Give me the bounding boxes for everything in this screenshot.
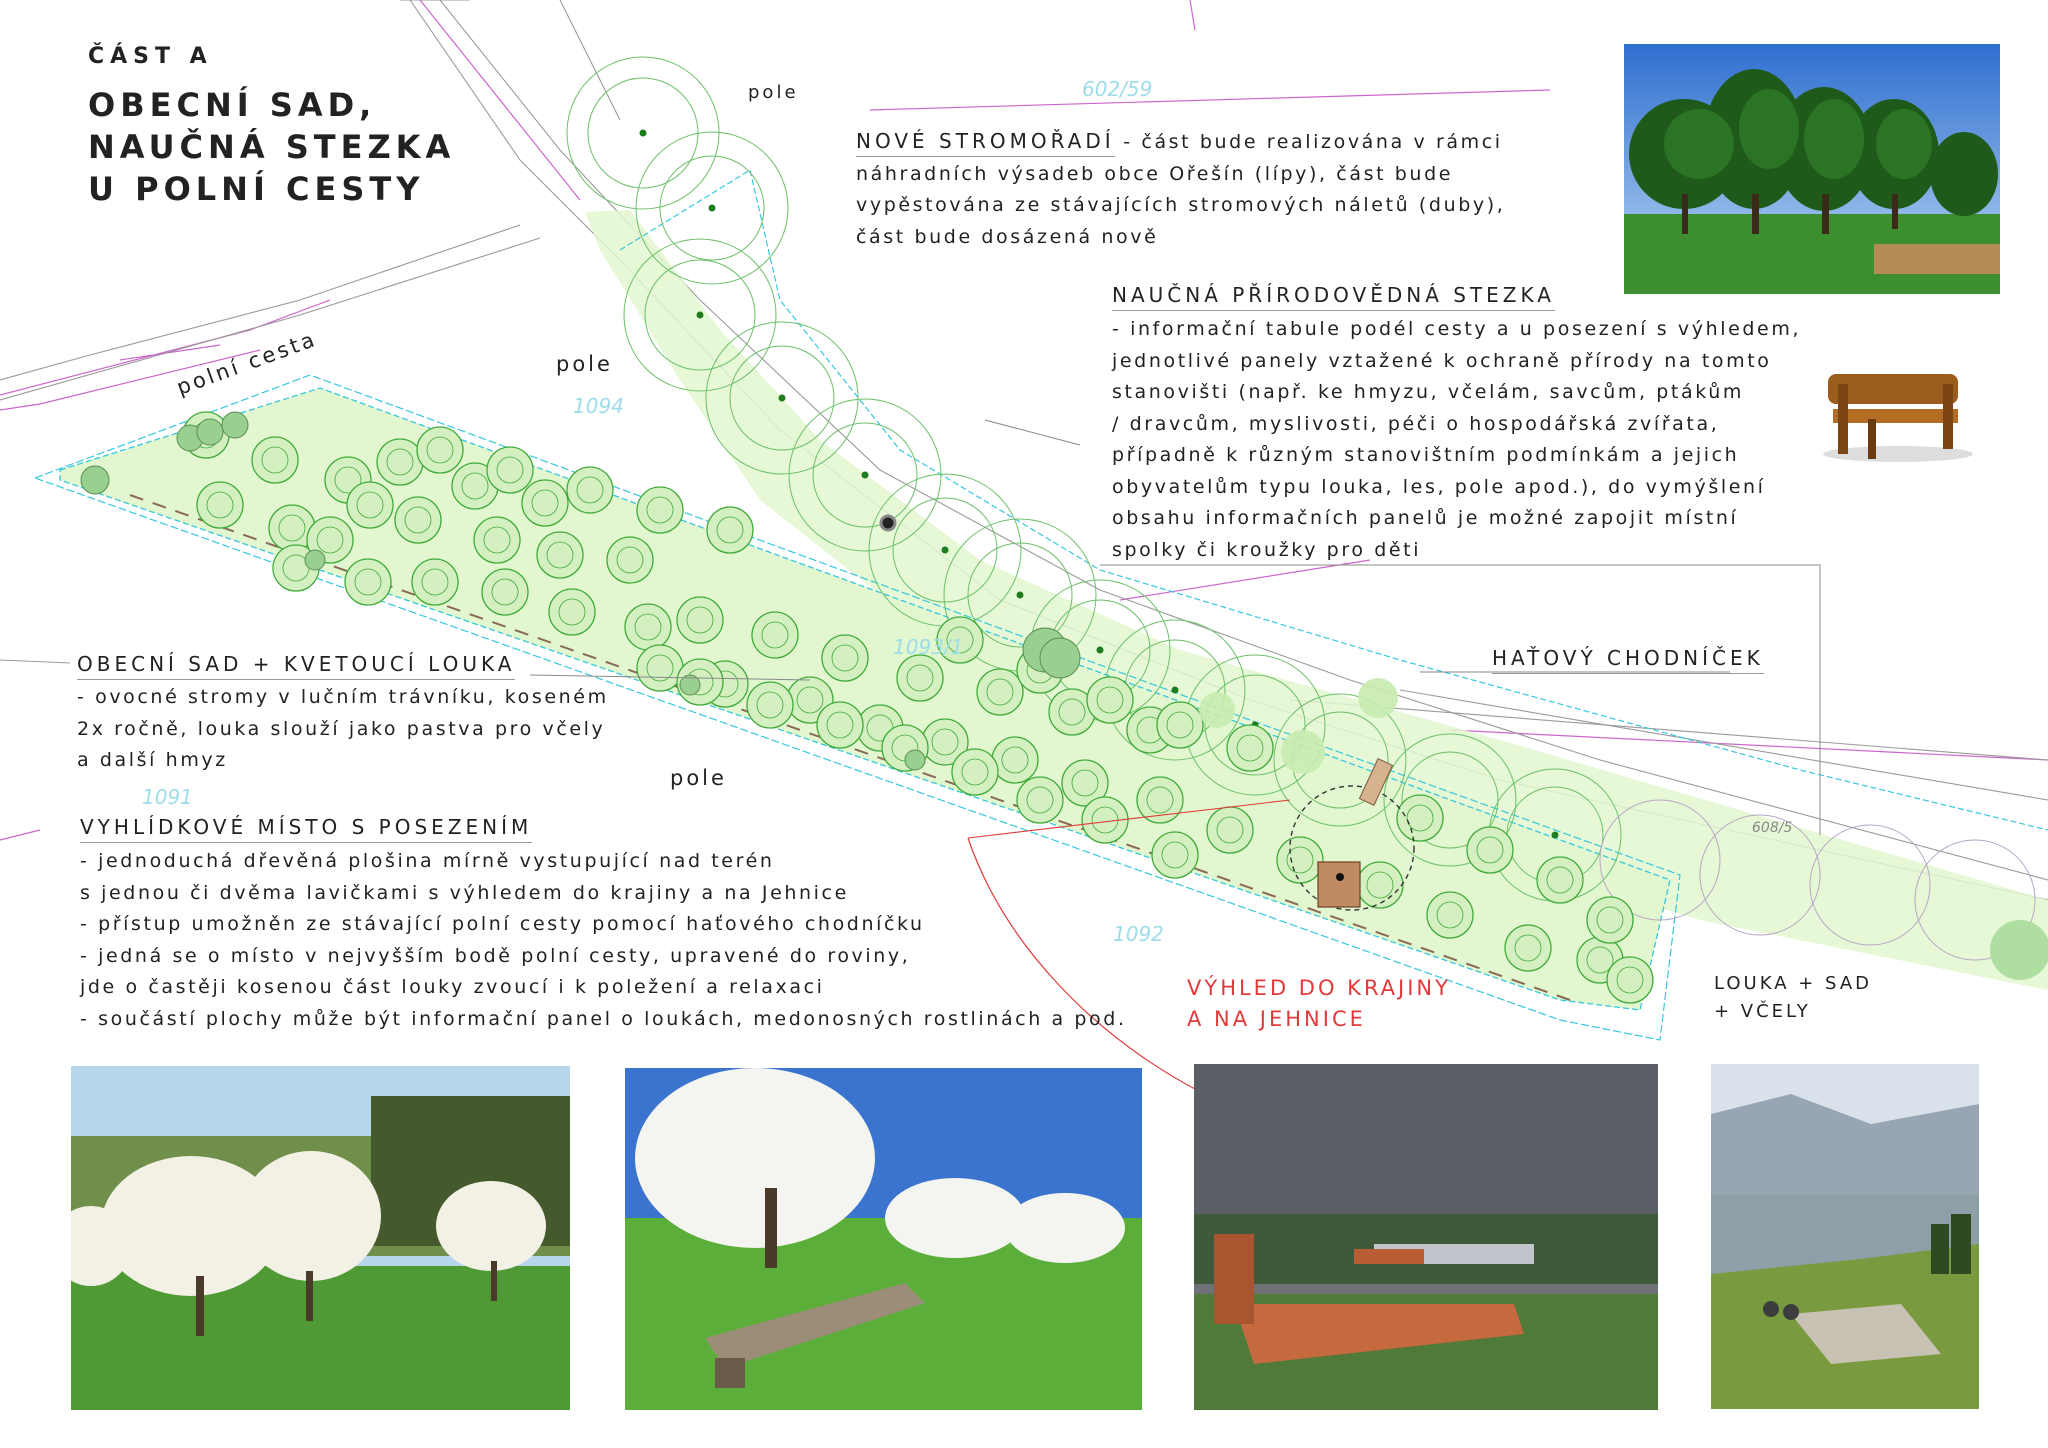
view-label [1187,973,1451,1035]
fruit-tree [482,569,528,615]
trail-text-line: případně k různým stanovištním podmínkám a jejich [1112,444,1740,466]
field-label-mid: pole [556,352,613,376]
parcel-number: 1092 [1113,922,1164,946]
fruit-tree [637,487,683,533]
parcel-number: 1093/1 [893,635,964,659]
bench-illustration [1808,354,1978,464]
fruit-tree [677,597,723,643]
parcel-number: 602/59 [1082,77,1153,101]
viewpoint-heading: VYHLÍDKOVÉ MÍSTO S POSEZENÍM [80,815,532,843]
orchard-text-line: 2x ročně, louka slouží jako pastva pro včely [77,717,606,740]
trail-text-line: spolky či kroužky pro děti [1112,538,1422,561]
fruit-tree [1207,807,1253,853]
view-label-line-2: A NA JEHNICE [1187,1007,1366,1031]
fruit-tree [1607,957,1653,1003]
fruit-tree [607,537,653,583]
title-line-2: NAUČNÁ STEZKA [88,128,456,166]
trail-text-line: jednotlivé panely vztažené k ochraně přírody na tomto [1112,349,1772,372]
fruit-tree [625,604,671,650]
alley-text-line: část bude dosázená nově [856,225,1159,248]
fruit-tree [992,737,1038,783]
fruit-tree [537,532,583,578]
fruit-tree [474,517,520,563]
field-label-top: pole [748,82,799,103]
viewpoint-text-line: jde o častěji kosenou část louky zvoucí i k poležení a relaxaci [80,976,825,998]
orchard-heading: OBECNÍ SAD + KVETOUCÍ LOUKA [77,652,515,680]
trail-text-line: - informační tabule podél cesty a u posezení s výhledem, [1112,318,1802,340]
title-line-1: OBECNÍ SAD, [88,86,377,124]
fruit-tree [1152,832,1198,878]
trail-text-line: / dravcům, myslivosti, péči o hospodářská zvířata, [1112,412,1720,435]
trail-heading: NAUČNÁ PŘÍRODOVĚDNÁ STEZKA [1112,283,1555,311]
alley-text-line: vypěstována ze stávajících stromových náletů (duby), [856,194,1506,216]
meadow-bees-label [1714,970,1872,1026]
fruit-tree [197,482,243,528]
viewpoint-description [80,846,1127,1035]
meadow-bees-line-2: + VČELY [1714,1001,1811,1022]
photo-lounger-view [1711,1064,1979,1409]
viewpoint-deck [1318,862,1360,907]
fruit-tree [1277,837,1323,883]
photo-tree-alley [1624,44,2000,294]
fruit-tree [637,645,683,691]
fruit-tree [1505,925,1551,971]
alley-text-line: náhradních výsadeb obce Ořešín (lípy), část bude [856,162,1454,185]
alley-description [856,126,1505,253]
fruit-tree [417,427,463,473]
fruit-tree [817,702,863,748]
fruit-tree [1467,827,1513,873]
fruit-tree [347,482,393,528]
meadow-bees-line-1: LOUKA + SAD [1714,973,1872,994]
trail-text-line: obsahu informačních panelů je možné zapojit místní [1112,507,1739,529]
trail-text-line: stanovišti (např. ke hmyzu, včelám, savcům, ptákům [1112,381,1744,403]
alley-heading: NOVÉ STROMOŘADÍ [856,129,1115,157]
orchard-text-line: - ovocné stromy v lučním trávníku, koseném [77,686,609,708]
page-title [88,84,455,210]
info-point-marker [881,516,895,530]
fruit-tree [1017,777,1063,823]
fruit-tree [1087,677,1133,723]
trail-description [1112,314,1801,566]
deck-marker [1336,873,1344,881]
orchard-description [77,682,609,777]
photo-orchard-blossom [71,1066,570,1410]
polni-cesta-label: polní cesta [173,326,321,400]
fruit-tree [1427,892,1473,938]
fruit-tree [567,467,613,513]
fruit-tree [487,447,533,493]
parcel-number: 1094 [573,394,624,418]
boardwalk-heading: HAŤOVÝ CHODNÍČEK [1492,646,1764,674]
field-label-bottom: pole [670,766,727,790]
viewpoint-text-line: - jednoduchá dřevěná plošina mírně vystupující nad terén [80,850,775,872]
fruit-tree [345,559,391,605]
orchard-text-line: a další hmyz [77,749,228,771]
fruit-tree [377,439,423,485]
fruit-tree [747,682,793,728]
fruit-tree [252,437,298,483]
fruit-tree [1157,702,1203,748]
fruit-tree [1537,857,1583,903]
fruit-tree [549,589,595,635]
fruit-tree [1357,862,1403,908]
fruit-tree [1587,897,1633,943]
title-line-3: U POLNÍ CESTY [88,170,425,208]
fruit-tree [412,559,458,605]
section-label: ČÁST A [88,44,213,69]
parcel-number: 608/5 [1752,820,1793,836]
fruit-tree [395,497,441,543]
fruit-tree [952,749,998,795]
fruit-tree [752,612,798,658]
fruit-tree [1137,777,1183,823]
viewpoint-text-line: - přístup umožněn ze stávající polní cesty pomocí haťového chodníčku [80,913,925,935]
viewpoint-text-line: - jedná se o místo v nejvyšším bodě polní cesty, upravené do roviny, [80,944,911,967]
photo-viewpoint-deck [1194,1064,1658,1410]
fruit-tree [1397,795,1443,841]
viewpoint-text-line: s jednou či dvěma lavičkami s výhledem do krajiny a na Jehnice [80,881,849,904]
photo-bench-orchard [625,1068,1142,1410]
fruit-tree [897,655,943,701]
fruit-tree [1227,725,1273,771]
parcel-number: 1091 [142,785,193,809]
fruit-tree [822,635,868,681]
view-label-line-1: VÝHLED DO KRAJINY [1187,976,1451,1000]
fruit-tree [522,480,568,526]
viewpoint-text-line: - součástí plochy může být informační panel o loukách, medonosných rostlinách a pod. [80,1007,1127,1030]
fruit-tree [977,669,1023,715]
trail-text-line: obyvatelům typu louka, les, pole apod.), do vymýšlení [1112,475,1766,498]
fruit-tree [707,507,753,553]
alley-text-dash: - část bude realizována v rámci [1114,131,1503,153]
